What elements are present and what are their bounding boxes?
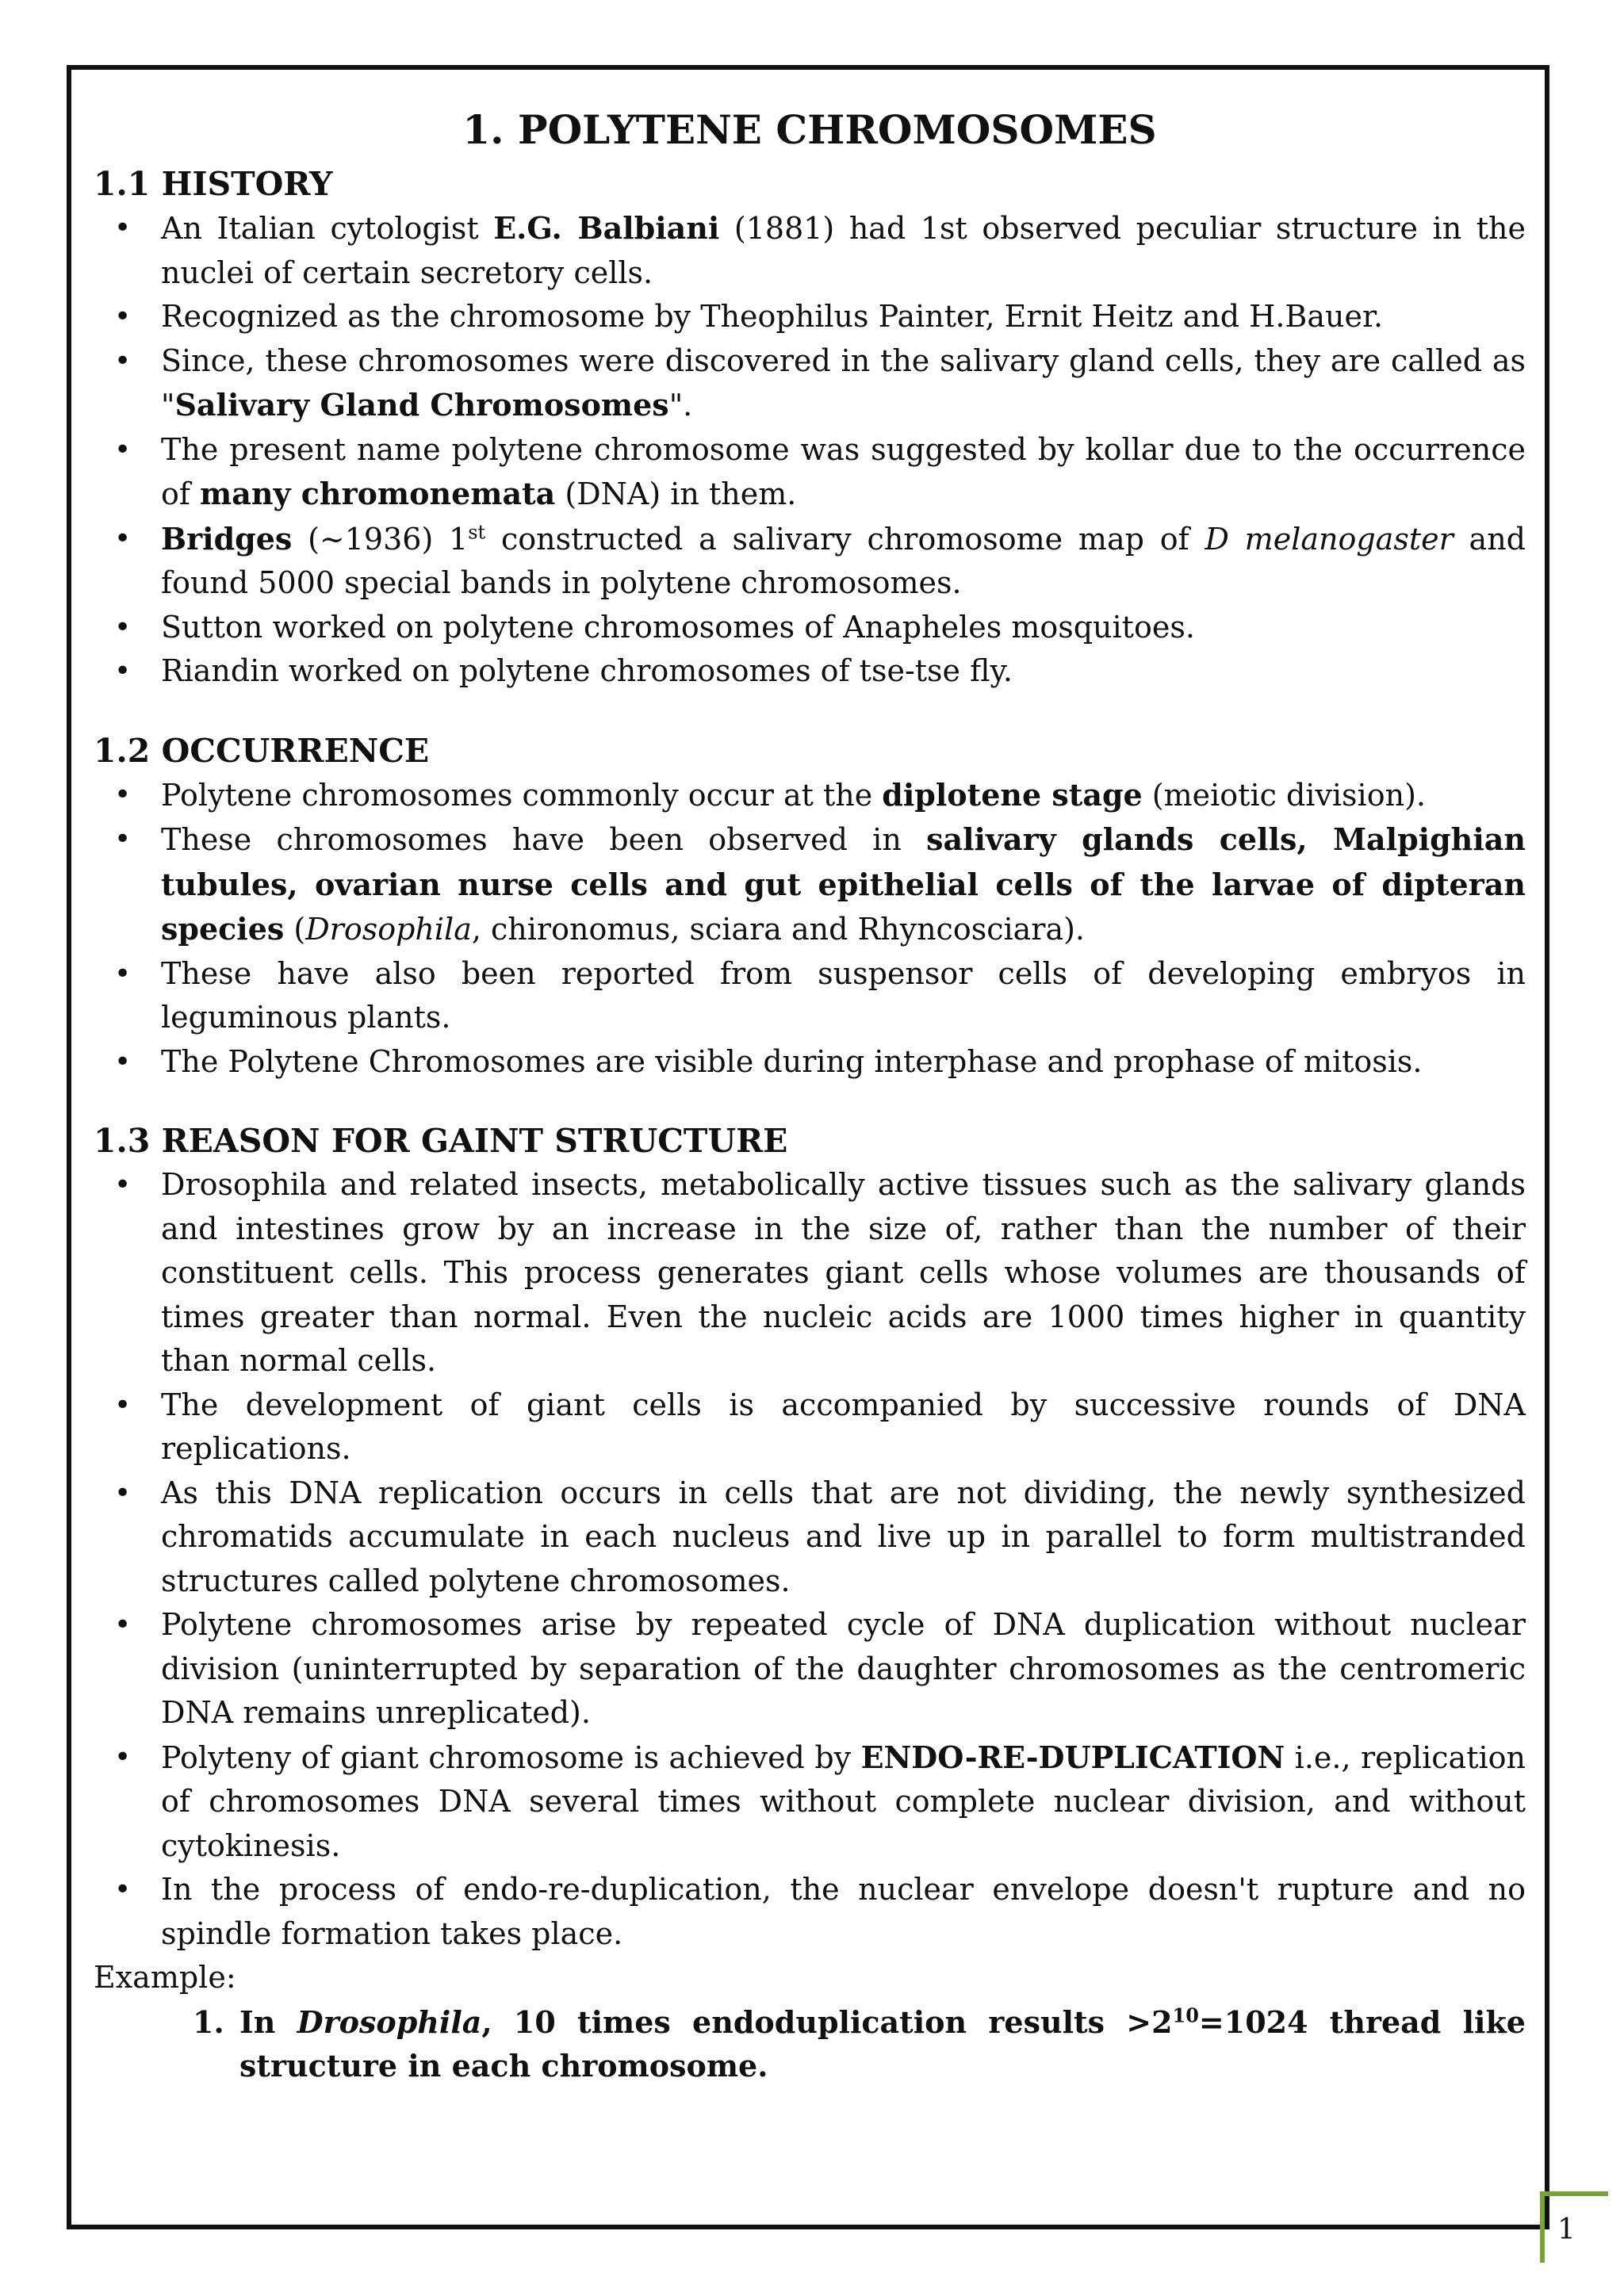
list-item: • Riandin worked on polytene chromosomes of tse-tse fly.: [94, 649, 1526, 694]
page-content: [94, 101, 1526, 2088]
superscript-text: st: [468, 520, 486, 543]
bold-text: ENDO-RE-DUPLICATION: [860, 1739, 1285, 1775]
example-label: Example:: [94, 1960, 236, 1995]
list-item: • Polyteny of giant chromosome is achieved by ENDO-RE-DUPLICATION i.e., replication of chromosomes DNA several times without complete nuclear division, and without cytokinesis.: [94, 1735, 1526, 1869]
list-item: • Polytene chromosomes commonly occur at the diplotene stage (meiotic division).: [94, 773, 1526, 818]
list-item: • Drosophila and related insects, metabolically active tissues such as the salivary glands and intestines grow by an increase in the size of, rather than the number of their constituent cells. This process generates giant cells whose volumes are thousands of times greater than normal. Even the nucleic acids are 1000 times higher in quantity than normal cells.: [94, 1163, 1526, 1383]
list-item: • Polytene chromosomes arise by repeated cycle of DNA duplication without nuclear division (uninterrupted by separation of the daughter chromosomes as the centromeric DNA remains unreplicated).: [94, 1603, 1526, 1735]
page-number-left-rule: [1540, 2191, 1545, 2263]
example-number: 1.: [193, 2003, 224, 2040]
example-item: 1. In Drosophila, 10 times endoduplication results $>2^{10}=1024$ thread like structure in each chromosome.: [94, 2000, 1526, 2088]
italic-text: Drosophila: [305, 912, 472, 947]
section-heading: 1.3 REASON FOR GAINT STRUCTURE: [94, 1122, 788, 1160]
bullet-list: [94, 1163, 1526, 1956]
list-item: • In the process of endo-re-duplication, the nuclear envelope doesn't rupture and no spindle formation takes place.: [94, 1868, 1526, 1956]
bold-text: Salivary Gland Chromosomes: [174, 387, 669, 423]
bold-text: E.G. Balbiani: [493, 210, 720, 246]
section-heading: 1.1 HISTORY: [94, 165, 333, 203]
page-title: 1. POLYTENE CHROMOSOMES: [462, 106, 1157, 153]
example-list: [94, 2000, 1526, 2088]
page-number-box: [1540, 2191, 1608, 2263]
list-item: • These have also been reported from suspensor cells of developing embryos in leguminous plants.: [94, 952, 1526, 1040]
list-item: • The Polytene Chromosomes are visible during interphase and prophase of mitosis.: [94, 1040, 1526, 1085]
section-gap: [94, 1084, 1526, 1119]
list-item: • An Italian cytologist E.G. Balbiani (1881) had 1st observed peculiar structure in the nuclei of certain secretory cells.: [94, 206, 1526, 295]
list-item: • Since, these chromosomes were discovered in the salivary gland cells, they are called as "Salivary Gland Chromosomes".: [94, 339, 1526, 428]
superscript-text: 10: [1172, 2003, 1199, 2026]
section-heading: 1.2 OCCURRENCE: [94, 731, 430, 770]
list-item: • Sutton worked on polytene chromosomes of Anapheles mosquitoes.: [94, 606, 1526, 650]
page-number-top-rule: [1540, 2191, 1608, 2196]
section-gap: [94, 694, 1526, 729]
list-item: • The development of giant cells is accompanied by successive rounds of DNA replications.: [94, 1383, 1526, 1471]
list-item: • These chromosomes have been observed in salivary glands cells, Malpighian tubules, ovarian nurse cells and gut epithelial cells of the larvae of dipteran species (Drosophila, chironomus, sciara and Rhyncosciara).: [94, 817, 1526, 952]
bold-text: diplotene stage: [882, 776, 1143, 813]
bullet-list: [94, 773, 1526, 1085]
list-item: • As this DNA replication occurs in cells that are not dividing, the newly synthesized chromatids accumulate in each nucleus and live up in parallel to form multistranded structures called polytene chromosomes.: [94, 1471, 1526, 1604]
list-item: • Recognized as the chromosome by Theophilus Painter, Ernit Heitz and H.Bauer.: [94, 295, 1526, 339]
page-frame: [67, 65, 1549, 2229]
sections-container: [94, 162, 1526, 1956]
italic-text: D melanogaster: [1205, 521, 1454, 557]
bold-text: many chromonemata: [200, 476, 556, 511]
bullet-list: [94, 206, 1526, 694]
list-item: • Bridges (~1936) 1st constructed a salivary chromosome map of D melanogaster and found 5000 special bands in polytene chromosomes.: [94, 517, 1526, 606]
list-item: • The present name polytene chromosome was suggested by kollar due to the occurrence of many chromonemata (DNA) in them.: [94, 428, 1526, 517]
bold-text: salivary glands cells, Malpighian tubules, ovarian nurse cells and gut epithelial cells of the larvae of dipteran species: [161, 821, 1526, 947]
bold-text: Bridges: [161, 520, 293, 557]
page-number: 1: [1557, 2214, 1576, 2246]
italic-text: Drosophila: [297, 2003, 482, 2040]
